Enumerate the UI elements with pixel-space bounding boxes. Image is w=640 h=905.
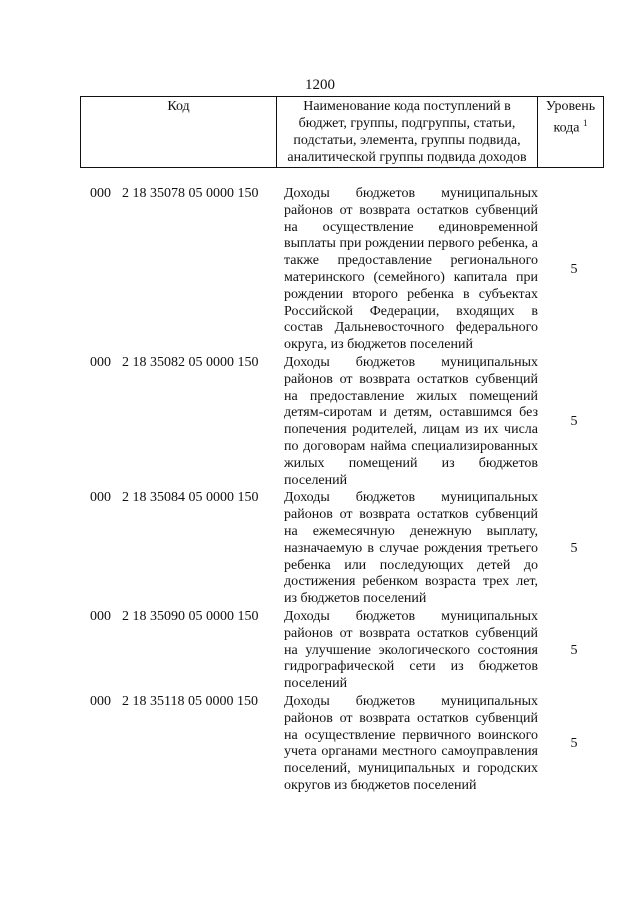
row-name: Доходы бюджетов муниципальных районов от возврата остатков субвенций на ежемесячную денежную выплату, назначаемую в случае рождения третьего ребенка или последующих детей до достижения ребенком возраста трех лет, из бюджетов поселений	[284, 490, 538, 607]
row-prefix: 000	[90, 490, 111, 506]
table-row	[80, 355, 604, 489]
row-name: Доходы бюджетов муниципальных районов от возврата остатков субвенций на осуществление единовременной выплаты при рождении первого ребенка, а также предоставление регионального материнского (семейного) капитала при рождении второго ребенка в субъектах Российской Федерации, входящих в состав Дальневосточного федерального округа, из бюджетов поселений	[284, 186, 538, 353]
row-prefix: 000	[90, 693, 111, 709]
row-code: 2 18 35118 05 0000 150	[122, 693, 258, 709]
table-row	[80, 490, 604, 608]
row-level	[538, 186, 604, 354]
row-code: 2 18 35090 05 0000 150	[122, 608, 259, 624]
page-number: 1200	[305, 77, 335, 93]
row-prefix: 000	[90, 354, 111, 370]
column-header-name: Наименование кода поступлений в бюджет, группы, подгруппы, статьи, подстатьи, элемента, группы подвида, аналитической группы подвида доходов	[277, 97, 538, 168]
row-level-value: 5	[570, 261, 578, 277]
row-name: Доходы бюджетов муниципальных районов от возврата остатков субвенций на улучшение экологического состояния гидрографической сети из бюджетов поселений	[284, 608, 538, 692]
footnote-marker: 1	[583, 118, 588, 128]
table-body	[80, 186, 604, 796]
row-level-value: 5	[570, 413, 578, 429]
row-level-value: 5	[570, 642, 578, 658]
row-level	[538, 355, 604, 489]
table-row	[80, 186, 604, 354]
row-prefix: 000	[90, 608, 111, 624]
row-level-value: 5	[570, 735, 578, 751]
table-row	[80, 694, 604, 795]
table-header	[80, 96, 604, 168]
row-prefix: 000	[90, 186, 111, 201]
column-header-level	[538, 97, 604, 168]
row-level	[538, 609, 604, 693]
row-name: Доходы бюджетов муниципальных районов от возврата остатков субвенций на осуществление первичного воинского учета органами местного самоуправления поселений, муниципальных и городских округов из бюджетов поселений	[284, 693, 538, 793]
row-level-value: 5	[570, 540, 578, 556]
row-level	[538, 490, 604, 608]
row-level	[538, 694, 604, 795]
column-header-code: Код	[81, 97, 277, 168]
row-name: Доходы бюджетов муниципальных районов от возврата остатков субвенций на предоставление жилых помещений детям-сиротам и детям, оставшимся без попечения родителей, лицам из их числа по договорам найма специализированных жилых помещений из бюджетов поселений	[284, 354, 538, 488]
table-row	[80, 609, 604, 693]
row-code: 2 18 35078 05 0000 150	[122, 186, 259, 201]
row-code: 2 18 35084 05 0000 150	[122, 490, 259, 506]
column-header-level-text: Уровень кода	[545, 99, 596, 136]
row-code: 2 18 35082 05 0000 150	[122, 354, 259, 370]
